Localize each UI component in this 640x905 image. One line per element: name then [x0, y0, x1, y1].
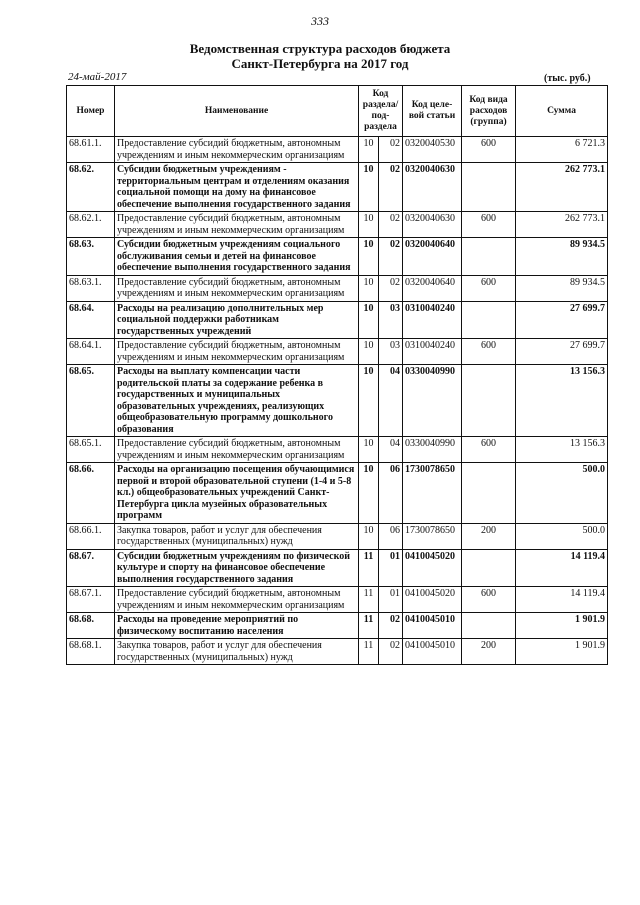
row-razdel: 10	[359, 238, 379, 276]
row-number: 68.62.	[67, 163, 115, 212]
table-row	[67, 365, 608, 437]
row-number: 68.61.1.	[67, 137, 115, 163]
row-number: 68.63.1.	[67, 275, 115, 301]
row-podrazdel: 02	[379, 275, 403, 301]
row-expense-type: 200	[462, 523, 516, 549]
row-name: Предоставление субсидий бюджетным, автономным учреждениям и иным некоммерческим организациям	[115, 212, 359, 238]
header-sum: Сумма	[516, 86, 608, 137]
row-sum: 14 119.4	[516, 549, 608, 587]
row-podrazdel: 03	[379, 339, 403, 365]
table-row	[67, 301, 608, 339]
row-target-article: 0410045020	[403, 549, 462, 587]
row-podrazdel: 06	[379, 523, 403, 549]
row-number: 68.68.	[67, 613, 115, 639]
table-row	[67, 212, 608, 238]
row-number: 68.68.1.	[67, 639, 115, 665]
row-name: Предоставление субсидий бюджетным, автономным учреждениям и иным некоммерческим организациям	[115, 137, 359, 163]
row-razdel: 10	[359, 365, 379, 437]
page-number: 333	[311, 14, 329, 28]
row-target-article: 0320040630	[403, 212, 462, 238]
document-date: 24-май-2017	[68, 71, 127, 83]
row-podrazdel: 01	[379, 587, 403, 613]
row-razdel: 10	[359, 163, 379, 212]
row-number: 68.62.1.	[67, 212, 115, 238]
row-razdel: 10	[359, 339, 379, 365]
row-podrazdel: 02	[379, 163, 403, 212]
row-target-article: 1730078650	[403, 463, 462, 524]
row-name: Предоставление субсидий бюджетным, автономным учреждениям и иным некоммерческим организациям	[115, 437, 359, 463]
row-razdel: 10	[359, 463, 379, 524]
title-line-2: Санкт-Петербурга на 2017 год	[231, 56, 409, 71]
row-sum: 262 773.1	[516, 212, 608, 238]
row-expense-type	[462, 549, 516, 587]
row-razdel: 11	[359, 639, 379, 665]
row-sum: 89 934.5	[516, 238, 608, 276]
row-expense-type: 600	[462, 275, 516, 301]
row-name: Субсидии бюджетным учреждениям - территориальным центрам и отделениям оказания социальной помощи на дому на финансовое обеспечение выполнения государственного задания	[115, 163, 359, 212]
table-header	[67, 86, 608, 137]
row-name: Закупка товаров, работ и услуг для обеспечения государственных (муниципальных) нужд	[115, 639, 359, 665]
row-target-article: 0410045020	[403, 587, 462, 613]
row-expense-type	[462, 238, 516, 276]
row-sum: 89 934.5	[516, 275, 608, 301]
row-number: 68.67.1.	[67, 587, 115, 613]
row-name: Субсидии бюджетным учреждениям социального обслуживания семьи и детей на финансовое обеспечение выполнения государственного задания	[115, 238, 359, 276]
row-razdel: 10	[359, 301, 379, 339]
row-number: 68.65.1.	[67, 437, 115, 463]
row-razdel: 11	[359, 613, 379, 639]
row-target-article: 0410045010	[403, 639, 462, 665]
budget-table	[66, 85, 608, 665]
row-name: Предоставление субсидий бюджетным, автономным учреждениям и иным некоммерческим организациям	[115, 587, 359, 613]
table-row	[67, 137, 608, 163]
row-sum: 14 119.4	[516, 587, 608, 613]
row-expense-type	[462, 365, 516, 437]
table-row	[67, 523, 608, 549]
row-name: Предоставление субсидий бюджетным, автономным учреждениям и иным некоммерческим организациям	[115, 275, 359, 301]
row-target-article: 0320040640	[403, 238, 462, 276]
row-target-article: 0330040990	[403, 437, 462, 463]
row-podrazdel: 04	[379, 365, 403, 437]
row-expense-type: 600	[462, 212, 516, 238]
table-row	[67, 339, 608, 365]
table-row	[67, 238, 608, 276]
row-name: Субсидии бюджетным учреждениям по физической культуре и спорту на финансовое обеспечение выполнения государственного задания	[115, 549, 359, 587]
row-target-article: 0330040990	[403, 365, 462, 437]
row-podrazdel: 04	[379, 437, 403, 463]
table-row	[67, 549, 608, 587]
row-number: 68.66.	[67, 463, 115, 524]
row-razdel: 10	[359, 275, 379, 301]
row-number: 68.63.	[67, 238, 115, 276]
row-sum: 500.0	[516, 463, 608, 524]
row-name: Закупка товаров, работ и услуг для обеспечения государственных (муниципальных) нужд	[115, 523, 359, 549]
table-row	[67, 163, 608, 212]
row-name: Расходы на реализацию дополнительных мер социальной поддержки работникам государственных учреждений	[115, 301, 359, 339]
row-sum: 13 156.3	[516, 437, 608, 463]
row-number: 68.64.1.	[67, 339, 115, 365]
row-razdel: 10	[359, 137, 379, 163]
row-expense-type: 600	[462, 437, 516, 463]
row-sum: 1 901.9	[516, 639, 608, 665]
row-name: Предоставление субсидий бюджетным, автономным учреждениям и иным некоммерческим организациям	[115, 339, 359, 365]
table-row	[67, 639, 608, 665]
row-expense-type	[462, 613, 516, 639]
table-row	[67, 587, 608, 613]
row-expense-type	[462, 301, 516, 339]
row-expense-type: 600	[462, 137, 516, 163]
table-row	[67, 463, 608, 524]
table-row	[67, 613, 608, 639]
units-label: (тыс. руб.)	[544, 73, 591, 84]
row-podrazdel: 02	[379, 639, 403, 665]
row-target-article: 1730078650	[403, 523, 462, 549]
row-number: 68.67.	[67, 549, 115, 587]
row-razdel: 10	[359, 212, 379, 238]
header-name: Наименование	[115, 86, 359, 137]
header-num: Номер	[67, 86, 115, 137]
row-podrazdel: 02	[379, 137, 403, 163]
row-sum: 27 699.7	[516, 339, 608, 365]
row-name: Расходы на выплату компенсации части родительской платы за содержание ребенка в государственных и муниципальных образовательных учреждениях, реализующих общеобразовательную программу дошкольного образования	[115, 365, 359, 437]
table-row	[67, 437, 608, 463]
row-expense-type	[462, 163, 516, 212]
row-expense-type: 200	[462, 639, 516, 665]
row-podrazdel: 01	[379, 549, 403, 587]
row-sum: 13 156.3	[516, 365, 608, 437]
row-name: Расходы на проведение мероприятий по физическому воспитанию населения	[115, 613, 359, 639]
row-podrazdel: 03	[379, 301, 403, 339]
row-podrazdel: 06	[379, 463, 403, 524]
row-expense-type	[462, 463, 516, 524]
header-csr: Код целе-вой статьи	[403, 86, 462, 137]
row-target-article: 0310040240	[403, 339, 462, 365]
row-target-article: 0410045010	[403, 613, 462, 639]
row-target-article: 0320040640	[403, 275, 462, 301]
row-sum: 1 901.9	[516, 613, 608, 639]
row-number: 68.66.1.	[67, 523, 115, 549]
row-razdel: 11	[359, 587, 379, 613]
header-vr: Код вида расходов (группа)	[462, 86, 516, 137]
row-sum: 6 721.3	[516, 137, 608, 163]
row-razdel: 11	[359, 549, 379, 587]
row-expense-type: 600	[462, 587, 516, 613]
row-podrazdel: 02	[379, 238, 403, 276]
row-sum: 27 699.7	[516, 301, 608, 339]
row-expense-type: 600	[462, 339, 516, 365]
row-number: 68.64.	[67, 301, 115, 339]
row-target-article: 0320040530	[403, 137, 462, 163]
row-sum: 262 773.1	[516, 163, 608, 212]
row-podrazdel: 02	[379, 613, 403, 639]
title-line-1: Ведомственная структура расходов бюджета	[189, 41, 451, 56]
row-razdel: 10	[359, 437, 379, 463]
row-number: 68.65.	[67, 365, 115, 437]
row-target-article: 0320040630	[403, 163, 462, 212]
row-name: Расходы на организацию посещения обучающимися первой и второй образовательной ступени (1-4 и 5-8 кл.) общеобразовательных учреждений Санкт-Петербурга цикла музейных образовательных программ	[115, 463, 359, 524]
row-sum: 500.0	[516, 523, 608, 549]
header-razdel: Код раздела/ под-раздела	[359, 86, 403, 137]
row-razdel: 10	[359, 523, 379, 549]
document-title	[0, 41, 640, 71]
row-podrazdel: 02	[379, 212, 403, 238]
table-row	[67, 275, 608, 301]
row-target-article: 0310040240	[403, 301, 462, 339]
